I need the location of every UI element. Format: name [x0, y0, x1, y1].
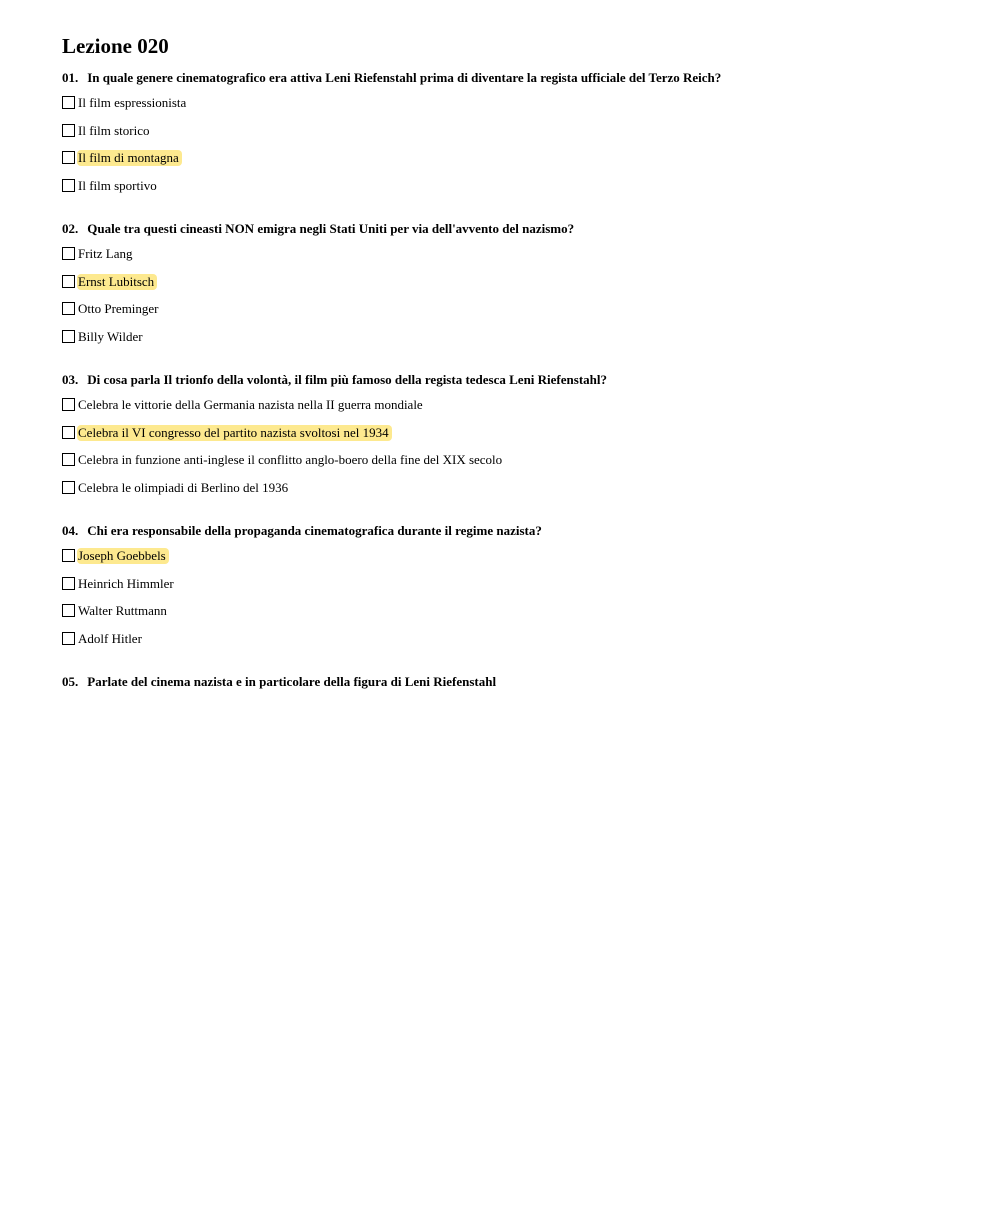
checkbox[interactable]	[62, 453, 75, 466]
checkbox[interactable]	[62, 577, 75, 590]
answer-list	[62, 548, 962, 658]
answer-label: Il film espressionista	[78, 95, 187, 110]
question-number: 03.	[62, 372, 79, 387]
answer-option[interactable]	[62, 603, 962, 631]
answer-label-highlighted: Il film di montagna	[77, 150, 182, 166]
answer-label-highlighted: Joseph Goebbels	[77, 548, 169, 564]
answer-option[interactable]	[62, 95, 962, 123]
checkbox[interactable]	[62, 398, 75, 411]
answer-option[interactable]	[62, 301, 962, 329]
answer-option[interactable]	[62, 150, 962, 178]
answer-option[interactable]	[62, 123, 962, 151]
answer-label: Otto Preminger	[78, 301, 159, 317]
checkbox[interactable]	[62, 302, 75, 315]
checkbox[interactable]	[62, 275, 75, 288]
page-title: Lezione 020	[62, 34, 169, 58]
answer-label: Fritz Lang	[78, 246, 133, 261]
answer-label-highlighted: Ernst Lubitsch	[77, 274, 157, 290]
answer-label-highlighted: Celebra il VI congresso del partito nazista svoltosi nel 1934	[77, 425, 392, 441]
answer-label: Walter Ruttmann	[78, 603, 167, 619]
checkbox[interactable]	[62, 549, 75, 562]
question-5	[62, 674, 962, 690]
checkbox[interactable]	[62, 96, 75, 109]
question-text	[62, 523, 962, 539]
question-label: Parlate del cinema nazista e in particolare della figura di Leni Riefenstahl	[87, 674, 497, 689]
answer-option[interactable]	[62, 576, 962, 604]
answer-label: Billy Wilder	[78, 328, 143, 344]
question-text	[62, 70, 962, 86]
answer-option[interactable]	[62, 246, 962, 274]
answer-label: Celebra le olimpiadi di Berlino del 1936	[78, 479, 289, 495]
checkbox[interactable]	[62, 179, 75, 192]
question-2	[62, 221, 962, 356]
answer-label: Adolf Hitler	[78, 630, 142, 646]
checkbox[interactable]	[62, 481, 75, 494]
answer-option[interactable]	[62, 329, 962, 357]
checkbox[interactable]	[62, 632, 75, 645]
answer-option[interactable]	[62, 452, 962, 480]
answer-option[interactable]	[62, 548, 962, 576]
answer-label: Il film storico	[78, 122, 150, 138]
answer-option[interactable]	[62, 178, 962, 206]
checkbox[interactable]	[62, 330, 75, 343]
answer-label: Celebra le vittorie della Germania nazista nella II guerra mondiale	[78, 397, 423, 412]
question-4	[62, 523, 962, 658]
checkbox[interactable]	[62, 151, 75, 164]
answer-label: Il film sportivo	[78, 177, 157, 193]
checkbox[interactable]	[62, 124, 75, 137]
question-number: 04.	[62, 523, 79, 538]
checkbox[interactable]	[62, 426, 75, 439]
question-label: Quale tra questi cineasti NON emigra negli Stati Uniti per via dell'avvento del nazismo?	[87, 221, 575, 236]
question-3	[62, 372, 962, 507]
answer-option[interactable]	[62, 631, 962, 659]
question-number: 01.	[62, 70, 79, 85]
question-number: 02.	[62, 221, 79, 236]
question-label: Chi era responsabile della propaganda cinematografica durante il regime nazista?	[87, 523, 542, 538]
answer-list	[62, 95, 962, 205]
answer-label: Heinrich Himmler	[78, 575, 174, 591]
checkbox[interactable]	[62, 247, 75, 260]
question-label: In quale genere cinematografico era attiva Leni Riefenstahl prima di diventare la regista ufficiale del Terzo Reich?	[87, 70, 722, 85]
question-number: 05.	[62, 674, 79, 689]
answer-list	[62, 246, 962, 356]
answer-option[interactable]	[62, 274, 962, 302]
answer-option[interactable]	[62, 425, 962, 453]
answer-option[interactable]	[62, 397, 962, 425]
question-text	[62, 221, 962, 237]
question-text	[62, 372, 962, 388]
answer-label: Celebra in funzione anti-inglese il conflitto anglo-boero della fine del XIX secolo	[78, 452, 503, 468]
question-label: Di cosa parla Il trionfo della volontà, il film più famoso della regista tedesca Leni Riefenstahl?	[87, 372, 607, 387]
answer-option[interactable]	[62, 480, 962, 508]
answer-list	[62, 397, 962, 507]
question-text	[62, 674, 962, 690]
checkbox[interactable]	[62, 604, 75, 617]
question-1	[62, 70, 962, 205]
